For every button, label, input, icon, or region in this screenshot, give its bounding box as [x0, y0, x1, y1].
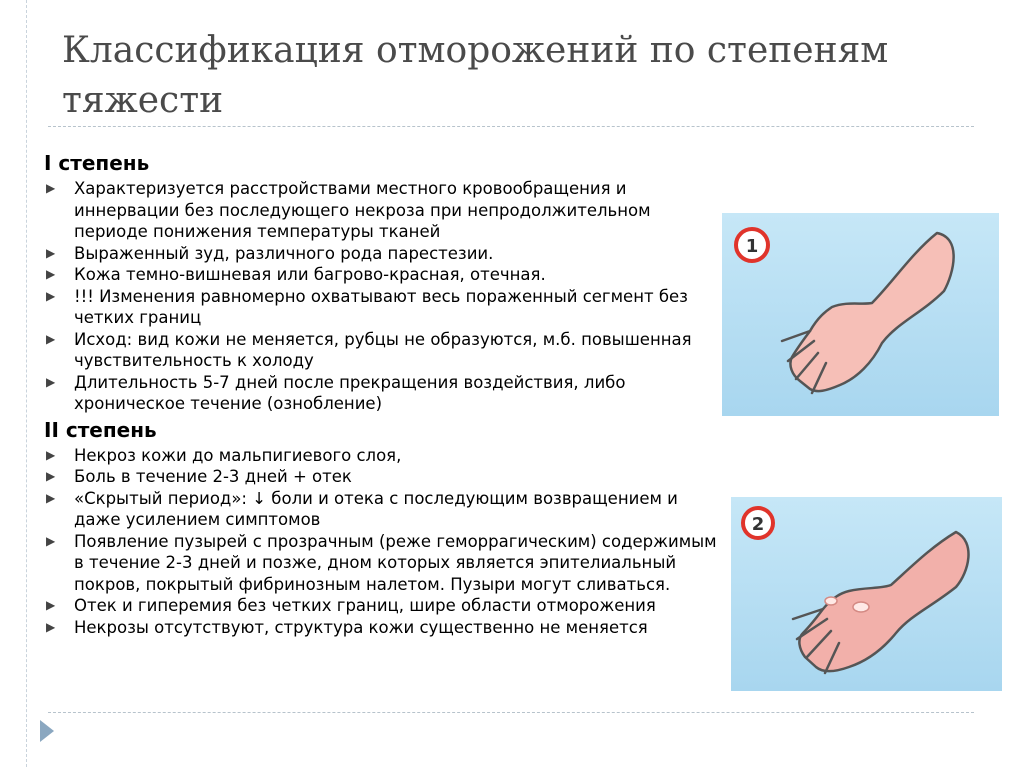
bullet-icon: ▶	[46, 490, 56, 505]
list-item: ▶ Некрозы отсутствуют, структура кожи существенно не меняется	[46, 617, 648, 637]
bullet-icon: ▶	[46, 469, 56, 483]
bullet-icon: ▶	[46, 447, 56, 462]
list-item: ▶ «Скрытый период»: ↓ боли и отека с последующим возвращением и даже усилением симптомов	[46, 488, 678, 529]
section-heading-degree-2: II степень	[44, 417, 157, 442]
slide-frame-line	[26, 0, 27, 767]
hand-degree-2-illustration	[731, 497, 1002, 691]
hand-degree-1-icon	[722, 213, 999, 416]
slide-content	[44, 150, 724, 640]
hand-shape	[790, 233, 953, 391]
list-item: ▶ Некроз кожи до мальпигиевого слоя,	[46, 445, 402, 465]
bullet-icon: ▶	[46, 619, 56, 634]
blister-shape	[825, 597, 837, 605]
list-item: ▶ Боль в течение 2-3 дней + отек	[46, 467, 352, 486]
badge-number: 1	[745, 236, 759, 257]
degree-2-list	[44, 445, 724, 639]
footer-divider	[48, 712, 974, 713]
degree-1-list	[44, 178, 724, 415]
bullet-icon: ▶	[46, 533, 56, 548]
slide-nav-arrow-icon	[40, 720, 54, 742]
bullet-icon: ▶	[46, 181, 56, 195]
list-item: ▶ Отек и гиперемия без четких границ, шире области отморожения	[46, 596, 656, 615]
title-divider	[48, 126, 974, 127]
bullet-icon: ▶	[46, 288, 56, 303]
bullet-icon: ▶	[46, 245, 56, 260]
bullet-icon: ▶	[46, 374, 56, 389]
list-item: ▶ Выраженный зуд, различного рода парестезии.	[46, 243, 494, 263]
blister-shape	[853, 602, 869, 612]
list-item: ▶ Длительность 5-7 дней после прекращения воздействия, либо хроническое течение (ознобление)	[46, 372, 626, 413]
list-item: ▶ !!! Изменения равномерно охватывают весь пораженный сегмент без четких границ	[46, 286, 688, 327]
hand-degree-1-illustration	[722, 213, 999, 416]
hand-degree-2-icon	[731, 497, 1002, 691]
bullet-icon: ▶	[46, 331, 56, 346]
section-heading-degree-1: I степень	[44, 151, 150, 175]
list-item: ▶ Характеризуется расстройствами местного кровообращения и иннервации без последующего некроза при непродолжительном периоде понижения температуры тканей	[46, 179, 651, 241]
slide-title: Классификация отморожений по степеням тяжести	[62, 30, 889, 121]
badge-number: 2	[751, 514, 765, 535]
bullet-icon: ▶	[46, 598, 56, 612]
list-item: ▶ Исход: вид кожи не меняется, рубцы не образуются, м.б. повышенная чувствительность к холоду	[46, 329, 692, 370]
list-item: ▶ Появление пузырей с прозрачным (реже геморрагическим) содержимым в течение 2-3 дней и позже, дном которых является эпителиальный покров, покрытый фибринозным налетом. Пузыри могут сливаться.	[46, 531, 717, 594]
bullet-icon: ▶	[46, 267, 56, 281]
list-item: ▶ Кожа темно-вишневая или багрово-красная, отечная.	[46, 265, 546, 284]
